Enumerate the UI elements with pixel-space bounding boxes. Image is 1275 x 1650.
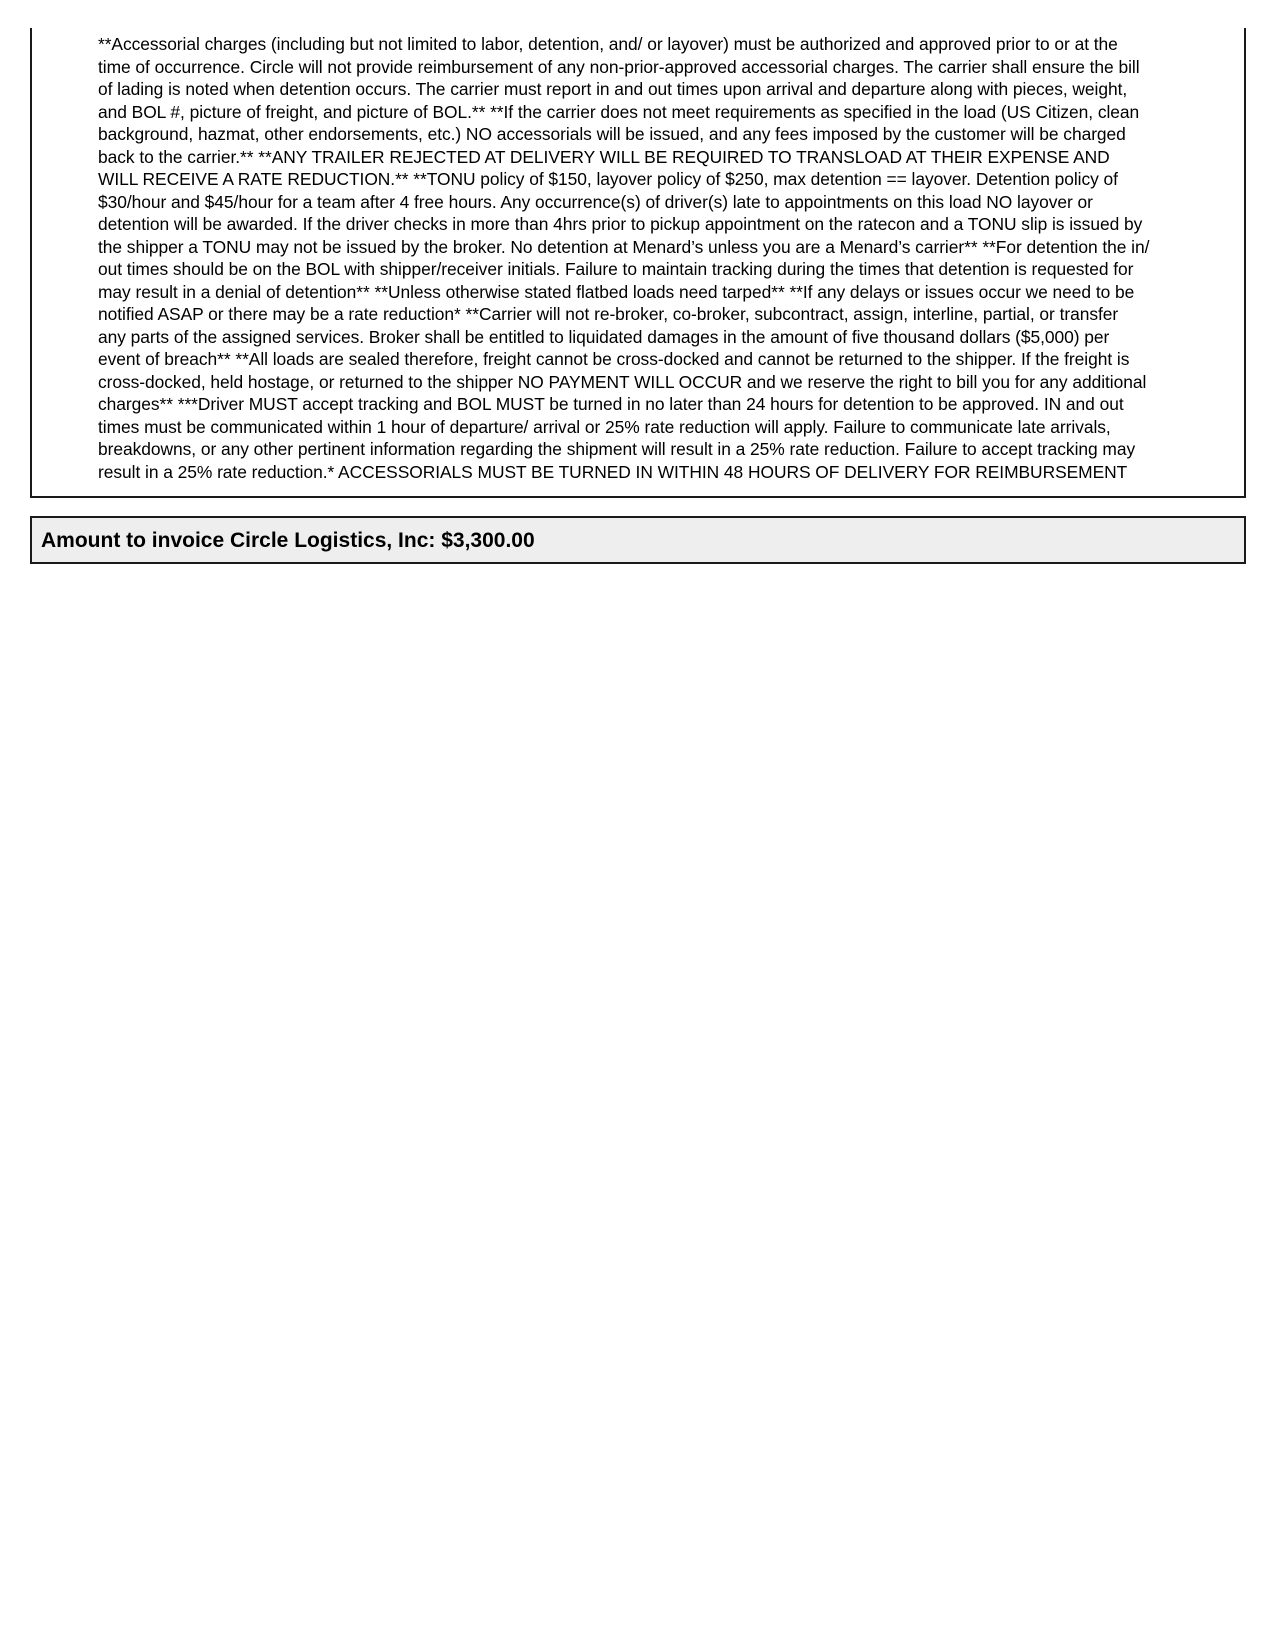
terms-line: breakdowns, or any other pertinent information regarding the shipment will result in a 25% rate reduction. Failure to accept tracking may [98, 439, 1136, 459]
terms-line: and BOL #, picture of freight, and picture of BOL.** **If the carrier does not meet requirements as specified in the load (US Citizen, clean [98, 101, 1140, 122]
terms-line: out times should be on the BOL with shipper/receiver initials. Failure to maintain tracking during the times that detention is requested for [98, 259, 1134, 279]
terms-line: charges** ***Driver MUST accept tracking and BOL MUST be turned in no later than 24 hours for detention to be approved. IN and out [98, 394, 1124, 414]
accessorial-terms-text [98, 33, 1149, 483]
terms-line: $30/hour and $45/hour for a team after 4 free hours. Any occurrence(s) of driver(s) late to appointments on this load NO layover or [98, 191, 1093, 212]
invoice-amount-box [30, 516, 1246, 564]
terms-line: cross-docked, held hostage, or returned to the shipper NO PAYMENT WILL OCCUR and we reserve the right to bill you for any additional [98, 371, 1147, 392]
terms-line: back to the carrier.** **ANY TRAILER REJECTED AT DELIVERY WILL BE REQUIRED TO TRANSLOAD AT THEIR EXPENSE AND [98, 146, 1110, 167]
terms-line: notified ASAP or there may be a rate reduction* **Carrier will not re-broker, co-broker, subcontract, assign, interline, partial, or transfer [98, 304, 1119, 324]
terms-line: **Accessorial charges (including but not limited to labor, detention, and/ or layover) must be authorized and approved prior to or at the [98, 34, 1118, 54]
terms-line: result in a 25% rate reduction.* ACCESSORIALS MUST BE TURNED IN WITHIN 48 HOURS OF DELIVERY FOR REIMBURSEMENT [98, 461, 1128, 482]
terms-line: the shipper a TONU may not be issued by the broker. No detention at Menard’s unless you are a Menard’s carrier** **For detention the in/ [98, 236, 1150, 257]
terms-line: times must be communicated within 1 hour of departure/ arrival or 25% rate reduction will apply. Failure to communicate late arrivals, [98, 416, 1111, 437]
terms-line: of lading is noted when detention occurs. The carrier must report in and out times upon arrival and departure along with pieces, weight, [98, 79, 1128, 99]
invoice-amount-label: Amount to invoice Circle Logistics, Inc: $3,300.00 [41, 529, 535, 552]
terms-line: event of breach** **All loads are sealed therefore, freight cannot be cross-docked and cannot be returned to the shipper. If the freight is [98, 349, 1130, 369]
terms-line: time of occurrence. Circle will not provide reimbursement of any non-prior-approved accessorial charges. The carrier shall ensure the bill [98, 56, 1140, 77]
terms-line: may result in a denial of detention** **Unless otherwise stated flatbed loads need tarped** **If any delays or issues occur we need to be [98, 281, 1135, 302]
accessorial-terms-box [30, 28, 1246, 498]
terms-line: any parts of the assigned services. Broker shall be entitled to liquidated damages in the amount of five thousand dollars ($5,000) per [98, 326, 1110, 347]
terms-line: detention will be awarded. If the driver checks in more than 4hrs prior to pickup appointment on the ratecon and a TONU slip is issued by [98, 214, 1143, 234]
terms-line: background, hazmat, other endorsements, etc.) NO accessorials will be issued, and any fees imposed by the customer will be charged [98, 124, 1126, 144]
terms-line: WILL RECEIVE A RATE REDUCTION.** **TONU policy of $150, layover policy of $250, max detention == layover. Detention policy of [98, 169, 1118, 189]
